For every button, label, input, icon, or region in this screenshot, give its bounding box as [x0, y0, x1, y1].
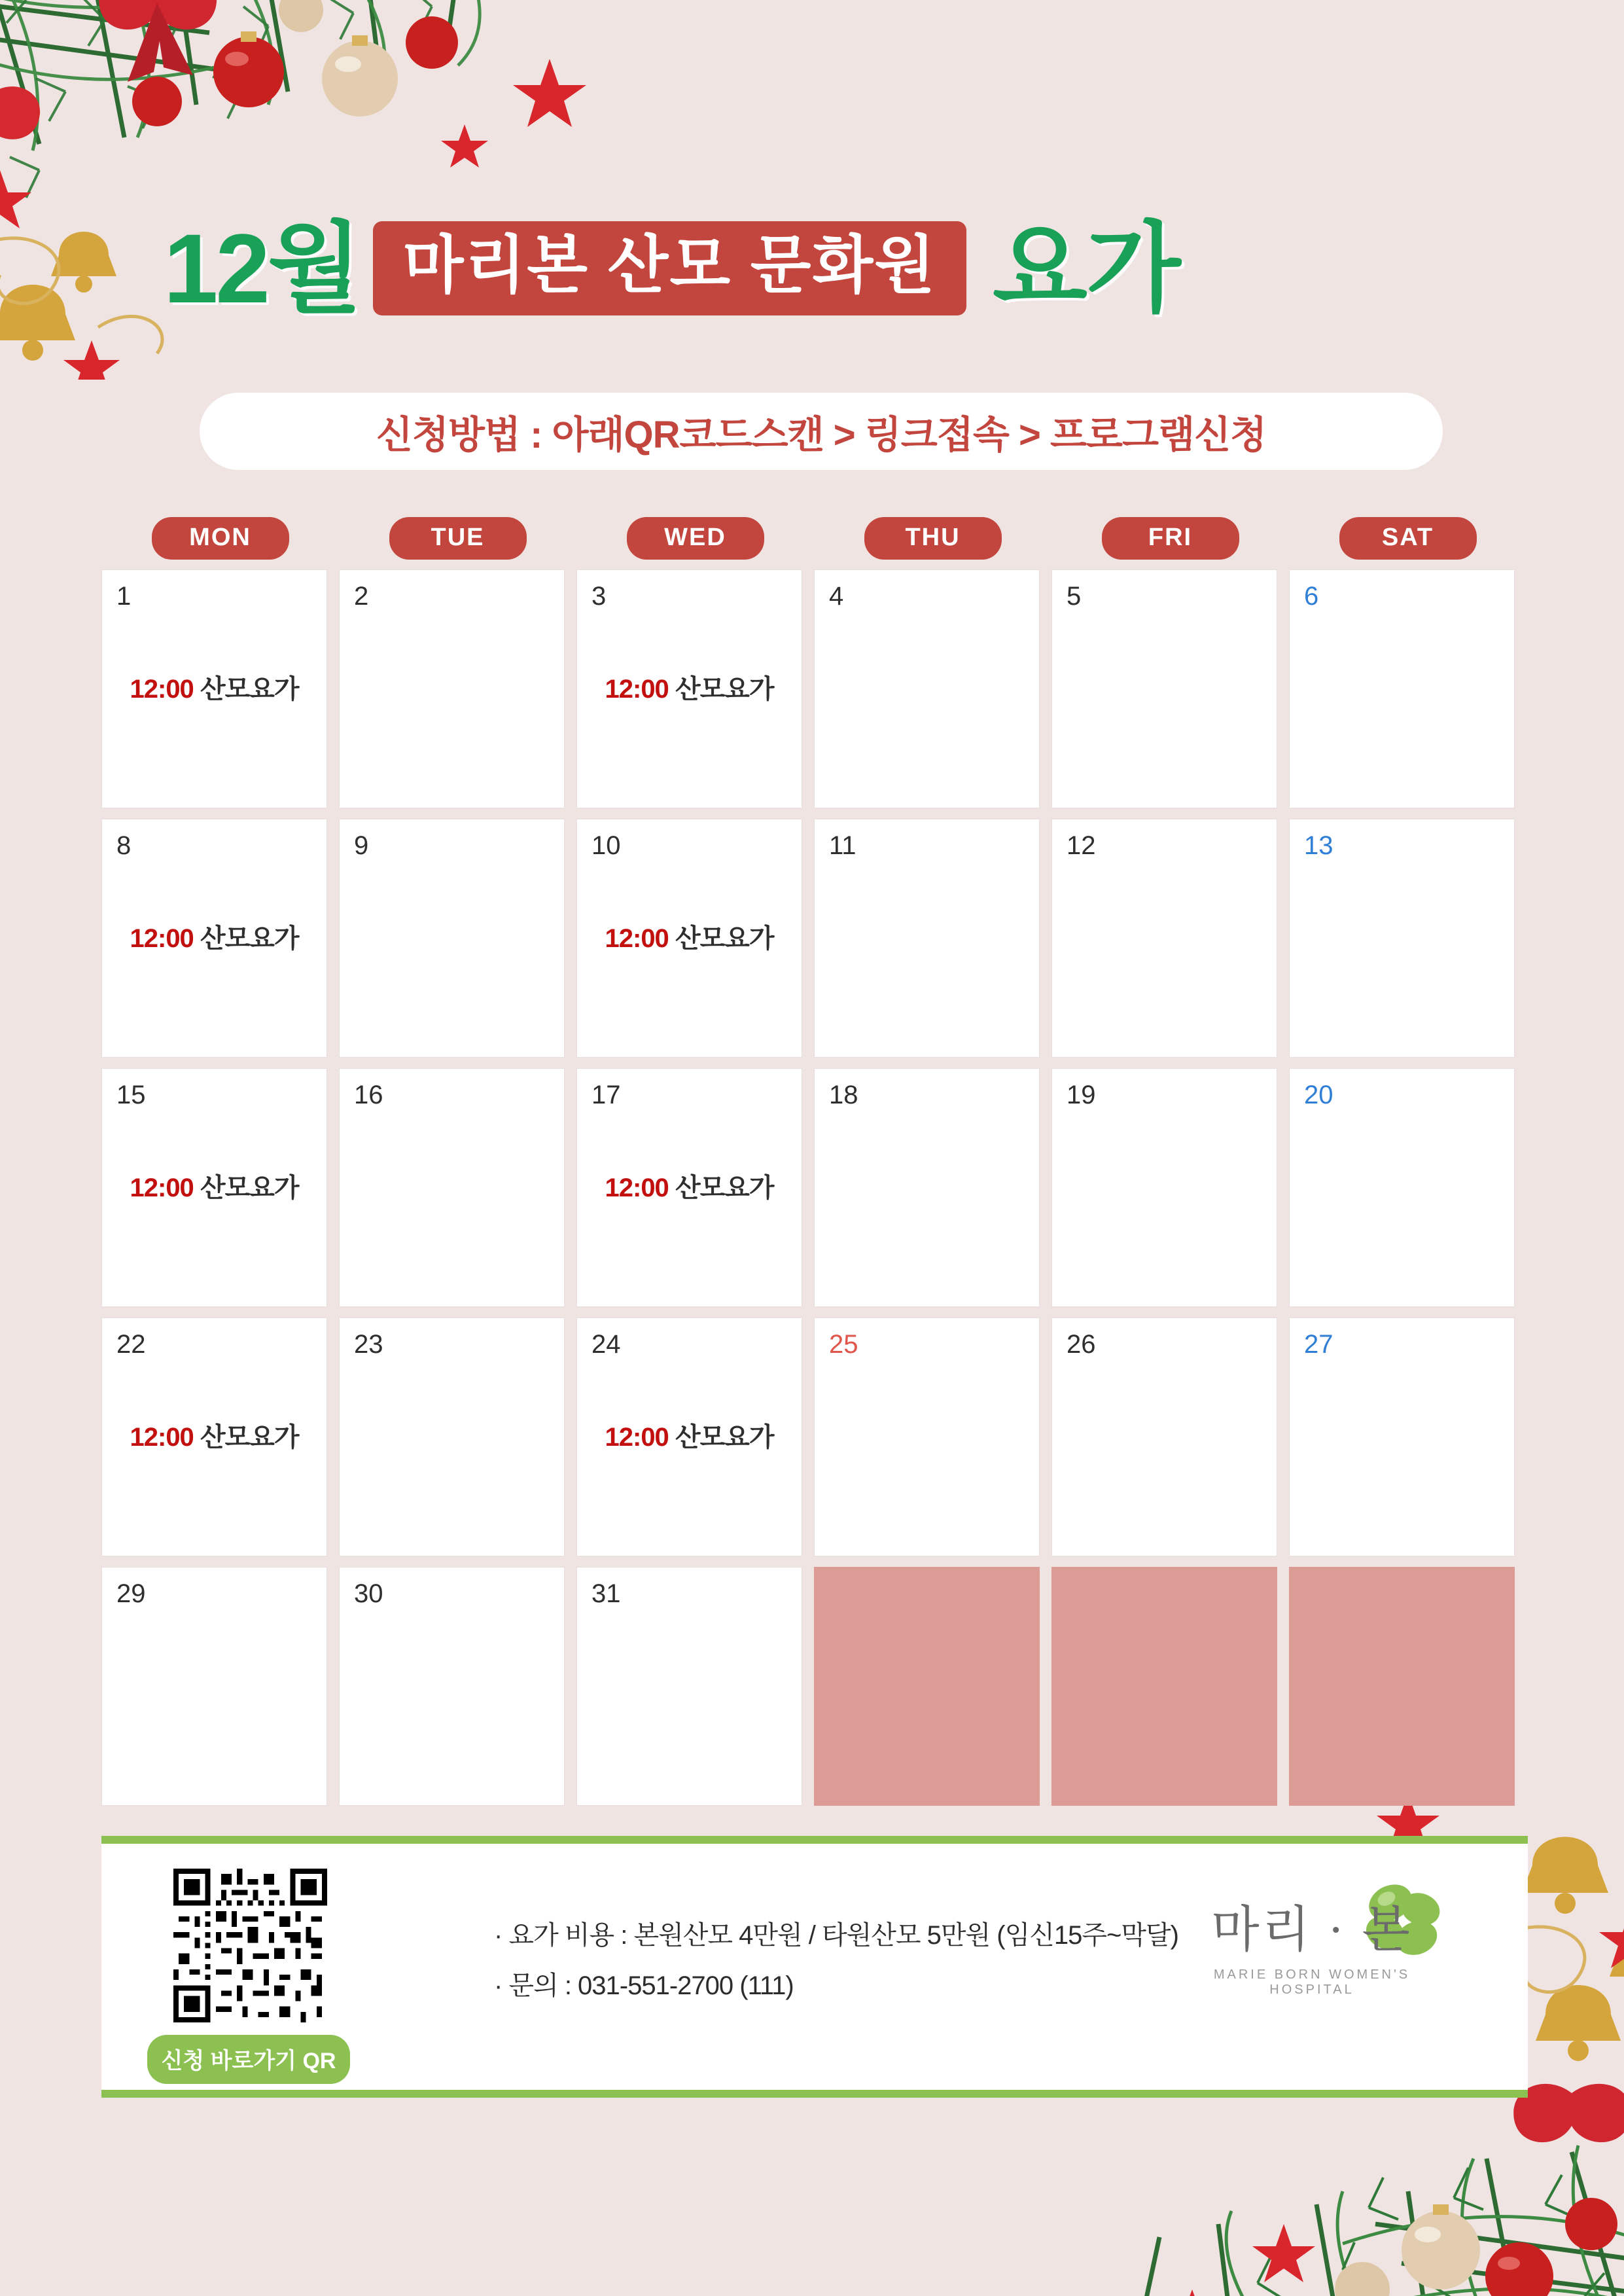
calendar-cell[interactable] — [1289, 819, 1515, 1058]
logo-name-ko: 마리 · 본 — [1211, 1903, 1413, 1958]
day-number: 25 — [829, 1330, 858, 1359]
calendar-event[interactable] — [102, 668, 327, 706]
calendar-cell[interactable] — [814, 1318, 1040, 1556]
event-label: 산모요가 — [675, 1174, 774, 1202]
day-number: 11 — [829, 831, 856, 860]
calendar-cell[interactable] — [1051, 1068, 1277, 1307]
calendar-cell[interactable] — [101, 1318, 327, 1556]
weekday-cell — [576, 517, 814, 560]
weekday-label-sat: SAT — [1339, 517, 1477, 560]
calendar-event[interactable] — [577, 668, 802, 706]
event-time: 12:00 — [605, 1423, 669, 1452]
calendar-cell[interactable] — [101, 819, 327, 1058]
weekday-label-thu: THU — [864, 517, 1002, 560]
day-number: 19 — [1067, 1081, 1096, 1109]
program-label: 요가 — [992, 213, 1180, 323]
day-number: 24 — [591, 1330, 621, 1359]
logo-name-en: MARIE BORN WOMEN'S HOSPITAL — [1213, 1967, 1411, 1997]
event-time: 12:00 — [130, 1423, 194, 1452]
calendar-cell[interactable] — [576, 1068, 802, 1307]
day-number: 27 — [1304, 1330, 1333, 1359]
day-number: 9 — [354, 831, 369, 860]
calendar-cell[interactable] — [339, 1318, 565, 1556]
calendar-cell[interactable] — [339, 1567, 565, 1806]
day-number: 23 — [354, 1330, 383, 1359]
day-number: 10 — [591, 831, 621, 860]
event-time: 12:00 — [130, 924, 194, 953]
calendar-event[interactable] — [577, 1167, 802, 1204]
day-number: 15 — [116, 1081, 146, 1109]
calendar-cell[interactable] — [1051, 1318, 1277, 1556]
footer-panel — [101, 1836, 1528, 2098]
calendar-cell[interactable] — [576, 819, 802, 1058]
calendar-cell[interactable] — [814, 569, 1040, 808]
day-number: 17 — [591, 1081, 621, 1109]
weekday-cell — [101, 517, 339, 560]
day-number: 26 — [1067, 1330, 1096, 1359]
footer-fee-line: · 요가 비용 : 본원산모 4만원 / 타원산모 5만원 (임신15주~막달) — [494, 1921, 1178, 1950]
weekday-cell — [339, 517, 576, 560]
calendar-cell-empty — [1289, 1567, 1515, 1806]
month-label: 12월 — [164, 213, 360, 323]
calendar-cell[interactable] — [101, 569, 327, 808]
day-number: 2 — [354, 582, 369, 611]
calendar-cell[interactable] — [101, 1567, 327, 1806]
weekday-header — [101, 517, 1528, 560]
day-number: 3 — [591, 582, 607, 611]
calendar-grid — [101, 569, 1528, 1806]
calendar-event[interactable] — [102, 1167, 327, 1204]
day-number: 6 — [1304, 582, 1319, 611]
day-number: 18 — [829, 1081, 858, 1109]
event-label: 산모요가 — [200, 675, 299, 704]
calendar-event[interactable] — [102, 1416, 327, 1454]
calendar-cell[interactable] — [576, 1318, 802, 1556]
day-number: 8 — [116, 831, 132, 860]
calendar-cell-empty — [814, 1567, 1040, 1806]
day-number: 1 — [116, 582, 132, 611]
calendar-cell[interactable] — [339, 819, 565, 1058]
event-label: 산모요가 — [200, 1423, 299, 1452]
weekday-label-tue: TUE — [389, 517, 527, 560]
day-number: 20 — [1304, 1081, 1333, 1109]
event-time: 12:00 — [605, 675, 669, 704]
event-label: 산모요가 — [200, 1174, 299, 1202]
hospital-logo — [1174, 1890, 1449, 1998]
event-time: 12:00 — [605, 924, 669, 953]
qr-code[interactable] — [173, 1869, 327, 2022]
event-time: 12:00 — [130, 1174, 194, 1202]
day-number: 29 — [116, 1579, 146, 1608]
calendar-cell[interactable] — [1051, 569, 1277, 808]
day-number: 31 — [591, 1579, 621, 1608]
weekday-cell — [814, 517, 1051, 560]
event-time: 12:00 — [130, 675, 194, 704]
day-number: 22 — [116, 1330, 146, 1359]
poster-header — [164, 196, 1472, 340]
weekday-cell — [1289, 517, 1527, 560]
calendar-event[interactable] — [577, 1416, 802, 1454]
calendar-event[interactable] — [577, 918, 802, 955]
weekday-cell — [1051, 517, 1289, 560]
day-number: 16 — [354, 1081, 383, 1109]
day-number: 5 — [1067, 582, 1082, 611]
calendar-cell[interactable] — [1289, 1318, 1515, 1556]
calendar-cell[interactable] — [1051, 819, 1277, 1058]
calendar-cell[interactable] — [814, 819, 1040, 1058]
weekday-label-fri: FRI — [1102, 517, 1239, 560]
calendar-cell[interactable] — [1289, 1068, 1515, 1307]
weekday-label-wed: WED — [627, 517, 764, 560]
weekday-label-mon: MON — [152, 517, 289, 560]
calendar-cell[interactable] — [576, 569, 802, 808]
event-label: 산모요가 — [675, 1423, 774, 1452]
day-number: 12 — [1067, 831, 1096, 860]
calendar-cell[interactable] — [1289, 569, 1515, 808]
calendar-cell[interactable] — [339, 569, 565, 808]
event-label: 산모요가 — [200, 924, 299, 953]
calendar-cell[interactable] — [576, 1567, 802, 1806]
day-number: 30 — [354, 1579, 383, 1608]
howto-banner: 신청방법 : 아래QR코드스캔 > 링크접속 > 프로그램신청 — [200, 393, 1443, 470]
calendar-cell[interactable] — [101, 1068, 327, 1307]
day-number: 4 — [829, 582, 844, 611]
footer-contact-line: · 문의 : 031-551-2700 (111) — [494, 1971, 794, 2000]
qr-label[interactable]: 신청 바로가기 QR — [147, 2035, 350, 2084]
calendar-cell-empty — [1051, 1567, 1277, 1806]
day-number: 13 — [1304, 831, 1333, 860]
calendar-cell[interactable] — [339, 1068, 565, 1307]
page-title: 마리본 산모 문화원 — [373, 221, 966, 315]
event-label: 산모요가 — [675, 924, 774, 953]
calendar-event[interactable] — [102, 918, 327, 955]
event-time: 12:00 — [605, 1174, 669, 1202]
calendar-cell[interactable] — [814, 1068, 1040, 1307]
event-label: 산모요가 — [675, 675, 774, 704]
